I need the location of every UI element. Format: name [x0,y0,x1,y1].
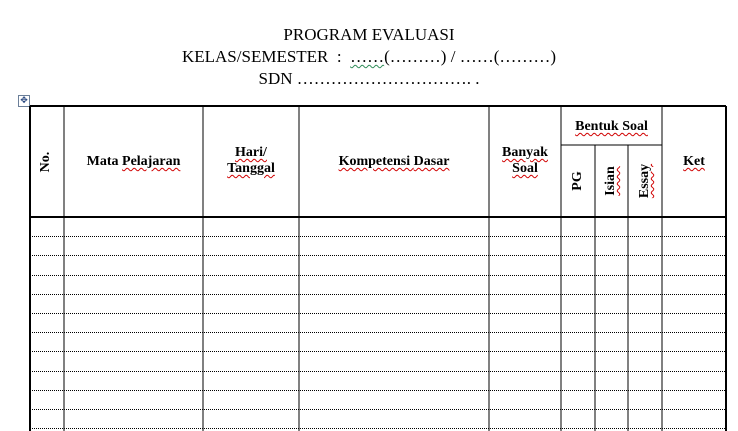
col-header-banyak-soal [489,145,561,177]
mata-text: Mata [86,154,123,169]
kelas-label: KELAS/SEMESTER [181,47,329,66]
hari-text: Hari/ [235,145,267,160]
kelas-blank-1: …… [350,47,385,66]
tanggal-text: Tanggal [227,161,275,176]
col-header-mata-pelajaran [64,154,203,170]
kelas-blank-2: (………) [384,47,447,66]
banyak-text: Banyak [502,145,548,160]
table-rows [30,237,726,429]
kompetensi-text: Kompetensi [338,154,414,169]
col-header-no: No. [38,151,53,173]
pelajaran-text: Pelajaran [122,154,181,169]
dasar-text: Dasar [413,154,450,169]
title-text: PROGRAM EVALUASI [283,25,455,44]
ket-text: Ket [683,154,705,169]
col-header-pg: PG [570,171,585,191]
kelas-slash: / [446,47,460,66]
col-header-kompetensi-dasar [299,154,489,170]
col-header-hari-tanggal [203,145,299,177]
kelas-separator: : [328,47,351,66]
col-header-bentuk-soal [561,119,662,135]
semester-blank: ……(………) [459,47,557,66]
col-header-isian: Isian [603,166,618,196]
sdn-text: SDN …………………………. . [258,69,480,88]
col-header-essay: Essay [637,163,652,199]
table-move-handle-icon[interactable]: ✥ [18,95,30,107]
soal-text: Soal [512,161,538,176]
bentuk-soal-text: Bentuk Soal [575,119,648,134]
col-header-ket [662,154,726,170]
